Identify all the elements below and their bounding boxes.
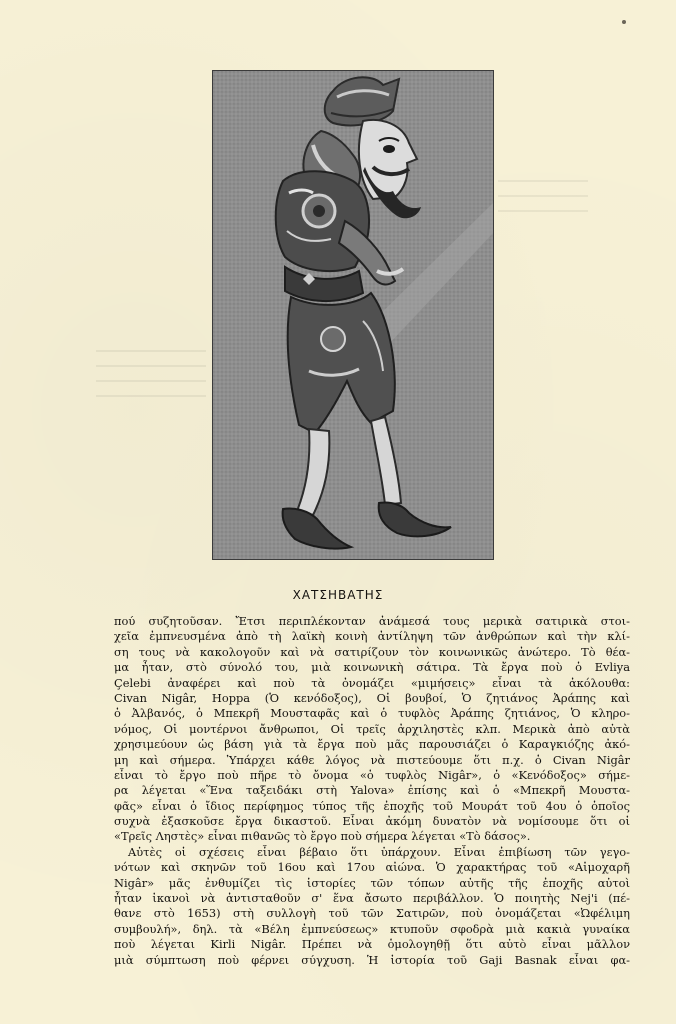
text-line: ποὺ λέγεται Kirli Nigâr. Πρέπει νὰ ὁμολογηθῇ ὅτι αὐτὸ εἶναι μᾶλλον [114, 937, 630, 952]
text-line: ση τους νὰ κακολογοῦν καὶ νὰ σατιρίζουν τὸν κοινωνικῶς ἀνώτερο. Τὸ θέα- [114, 644, 630, 659]
text-line: Çelebi ἀναφέρει καὶ ποὺ τὰ ὀνομάζει «μιμήσεις» εἶναι τὰ ἀκόλουθα: [114, 675, 630, 690]
shadow-puppet-figure-icon [213, 71, 494, 560]
text-line: Nigâr» μᾶς ἐνθυμίζει τὶς ἱστορίες τῶν τόπων αὐτῆς τῆς ἐποχῆς αὐτοὶ [114, 875, 630, 890]
text-line: μη καὶ σήμερα. Ὑπάρχει κάθε λόγος νὰ πιστεύουμε ὅτι π.χ. ὁ Civan Nigâr [114, 752, 630, 767]
text-line: ρα λέγεται «Ἕνα ταξειδάκι στὴ Yalova» ἐπίσης καὶ ὁ «Μπεκρῆ Μουστα- [114, 783, 630, 798]
paragraph [114, 614, 630, 845]
text-line: ἦταν ἱκανοὶ νὰ ἀντισταθοῦν σ' ἕνα ἄσωτο περιβάλλον. Ὁ ποιητὴς Nej'i (πέ- [114, 891, 630, 906]
bleed-through-right [498, 180, 588, 225]
text-line: νόμος, Οἱ μοντέρνοι ἄνθρωποι, Οἱ τρεῖς ἀρχιληστὲς κλπ. Μερικὰ ἀπὸ αὐτὰ [114, 721, 630, 736]
text-line: πού συζητοῦσαν. Ἔτσι περιπλέκονταν ἀνάμεσά τους μερικὰ σατιρικὰ στοι- [114, 614, 630, 628]
text-line: «Τρεῖς Ληστὲς» εἶναι πιθανῶς τὸ ἔργο ποὺ σήμερα λέγεται «Τὸ δάσος». [114, 829, 531, 844]
text-line: μιὰ σύμπτωση ποὺ φέρνει σύγχυση. Ἡ ἱστορία τοῦ Gaji Basnak εἶναι φα- [114, 952, 630, 967]
bleed-through-left [96, 350, 206, 410]
body-text [114, 614, 630, 968]
text-line: θανε στὸ 1653) στὴ συλλογὴ τοῦ τῶν Σατιρῶν, ποὺ ὀνομάζεται «Ὠφέλιμη [114, 906, 630, 921]
ink-speck [622, 20, 626, 24]
text-line: νότων καὶ σκηνῶν τοῦ 16ου καὶ 17ου αἰώνα. Ὁ χαρακτήρας τοῦ «Αἱμοχαρῆ [114, 860, 630, 875]
text-line: χρησιμεύουν ὡς βάση γιὰ τὰ ἔργα ποὺ μᾶς παρουσιάζει ὁ Καραγκιόζης ἀκό- [114, 737, 630, 752]
text-line: ὁ Ἀλβανός, ὁ Μπεκρῆ Μουσταφᾶς καὶ ὁ τυφλὸς Ἀράπης ζητιάνος, Ὁ κληρο- [114, 706, 630, 721]
text-line: εἶναι τὸ ἔργο ποὺ πῆρε τὸ ὄνομα «ὁ τυφλὸς Nigâr», ὁ «Κενόδοξος» σήμε- [114, 767, 630, 782]
paragraph [114, 845, 630, 968]
text-line: φᾶς» εἶναι ὁ ἴδιος περίφημος τύπος τῆς ἐποχῆς τοῦ Μουράτ τοῦ 4ου ὁ ὁποῖος [114, 798, 630, 813]
puppet-illustration [212, 70, 494, 560]
text-line: χεῖα ἐμπνευσμένα ἀπὸ τὴ λαϊκὴ κοινὴ ἀντίληψη τῶν ἀνθρώπων καὶ τὴν κλί- [114, 629, 630, 644]
text-line: συχνὰ ἐξασκοῦσε ἔργα δικαστοῦ. Εἶναι ἀκόμη δυνατὸν νὰ νομίσουμε ὅτι οἱ [114, 814, 630, 829]
figure-caption: ΧΑΤΣΗΒΑΤΗΣ [292, 588, 384, 602]
text-line: συμβουλή», δηλ. τὰ «Βέλη ἐμπνεύσεως» κτυποῦν σφοδρὰ μιὰ κακιὰ γυναίκα [114, 921, 630, 936]
text-line: Αὐτὲς οἱ σχέσεις εἶναι βέβαιο ὅτι ὑπάρχουν. Εἶναι ἐπιβίωση τῶν γεγο- [128, 844, 630, 859]
text-line: Civan Nigâr, Hoppa (Ὁ κενόδοξος), Οἱ βουβοί, Ὁ ζητιάνος Ἀράπης καὶ [114, 690, 630, 705]
text-line: μα ἦταν, στὸ σύνολό του, μιὰ κοινωνικὴ σάτιρα. Τὰ ἔργα ποὺ ὁ Evliya [114, 660, 630, 675]
